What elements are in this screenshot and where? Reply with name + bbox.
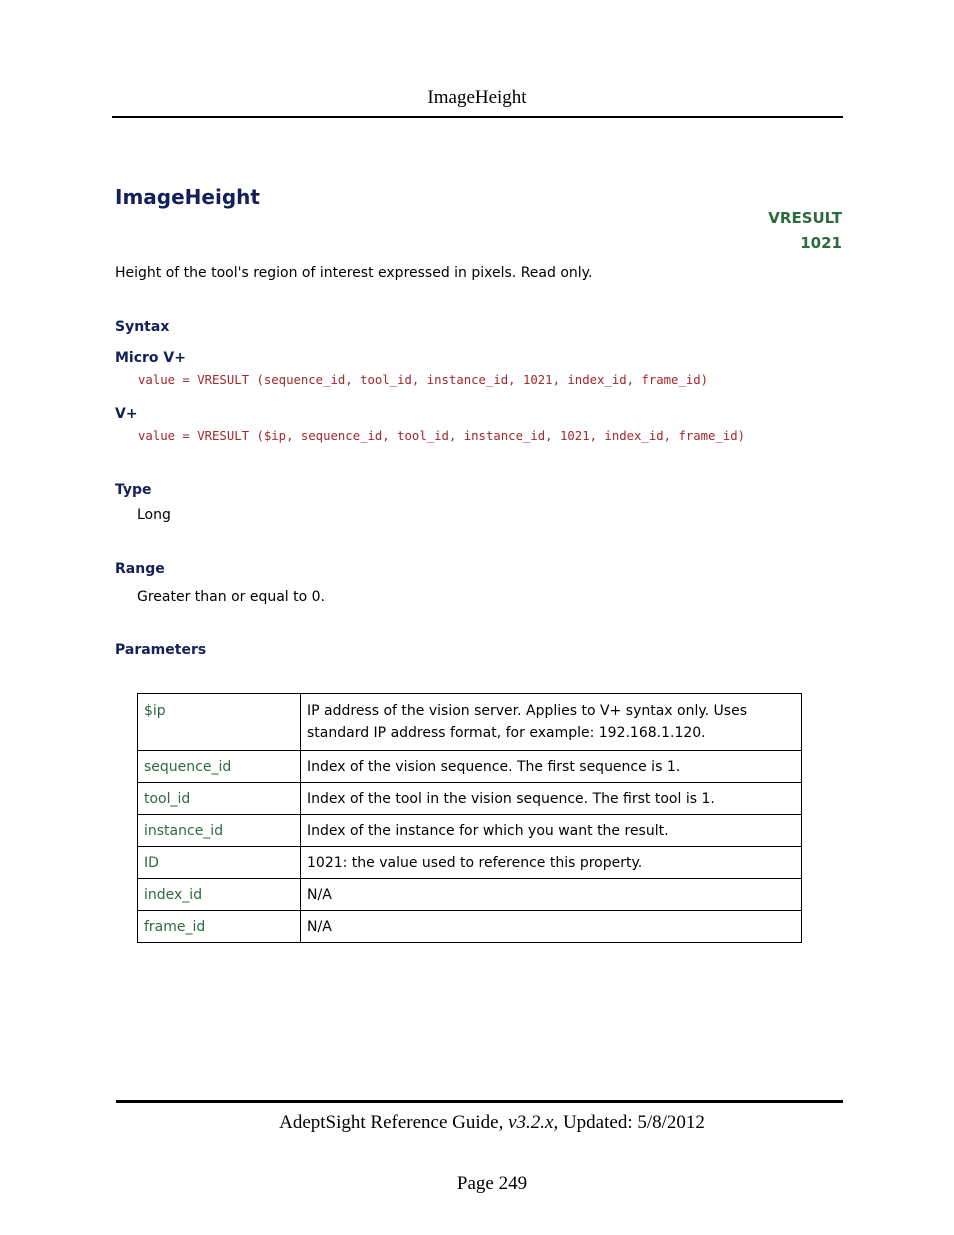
param-name: frame_id — [138, 911, 301, 943]
type-heading: Type — [115, 482, 152, 498]
param-description: Index of the vision sequence. The first sequence is 1. — [301, 751, 802, 783]
footer-guide-line — [0, 1112, 954, 1134]
param-name: ID — [138, 847, 301, 879]
table-row — [138, 783, 802, 815]
table-row — [138, 911, 802, 943]
guide-version: v3.2.x — [508, 1112, 554, 1133]
param-description: N/A — [301, 879, 802, 911]
guide-separator: , — [498, 1112, 509, 1133]
table-row — [138, 879, 802, 911]
range-value: Greater than or equal to 0. — [137, 589, 325, 605]
vresult-id: 1021 — [800, 234, 842, 252]
param-name: tool_id — [138, 783, 301, 815]
page-title: ImageHeight — [115, 185, 260, 209]
param-description: Index of the tool in the vision sequence. The first tool is 1. — [301, 783, 802, 815]
running-header: ImageHeight — [427, 87, 527, 108]
guide-name: AdeptSight Reference Guide — [279, 1112, 499, 1133]
param-name: $ip — [138, 694, 301, 751]
param-description: Index of the instance for which you want the result. — [301, 815, 802, 847]
param-description: IP address of the vision server. Applies to V+ syntax only. Uses standard IP address format, for example: 192.168.1.120. — [301, 694, 802, 751]
page-number: Page 249 — [456, 1173, 528, 1194]
table-row — [138, 815, 802, 847]
type-value: Long — [137, 507, 171, 523]
range-heading: Range — [115, 561, 165, 577]
header-rule — [112, 116, 843, 118]
param-name: index_id — [138, 879, 301, 911]
footer-rule — [116, 1100, 843, 1103]
description: Height of the tool's region of interest expressed in pixels. Read only. — [115, 265, 593, 281]
micro-vplus-heading: Micro V+ — [115, 350, 186, 366]
micro-vplus-code: value = VRESULT (sequence_id, tool_id, instance_id, 1021, index_id, frame_id) — [138, 373, 709, 387]
param-description: N/A — [301, 911, 802, 943]
param-name: sequence_id — [138, 751, 301, 783]
syntax-heading: Syntax — [115, 319, 170, 335]
table-row — [138, 847, 802, 879]
vresult-label: VRESULT — [768, 209, 842, 227]
vplus-code: value = VRESULT ($ip, sequence_id, tool_id, instance_id, 1021, index_id, frame_id) — [138, 429, 746, 443]
table-row — [138, 751, 802, 783]
guide-updated: , Updated: 5/8/2012 — [553, 1112, 705, 1133]
param-name: instance_id — [138, 815, 301, 847]
table-row — [138, 694, 802, 751]
parameters-heading: Parameters — [115, 642, 207, 658]
parameters-table — [137, 693, 802, 943]
vplus-heading: V+ — [115, 406, 138, 422]
param-description: 1021: the value used to reference this property. — [301, 847, 802, 879]
